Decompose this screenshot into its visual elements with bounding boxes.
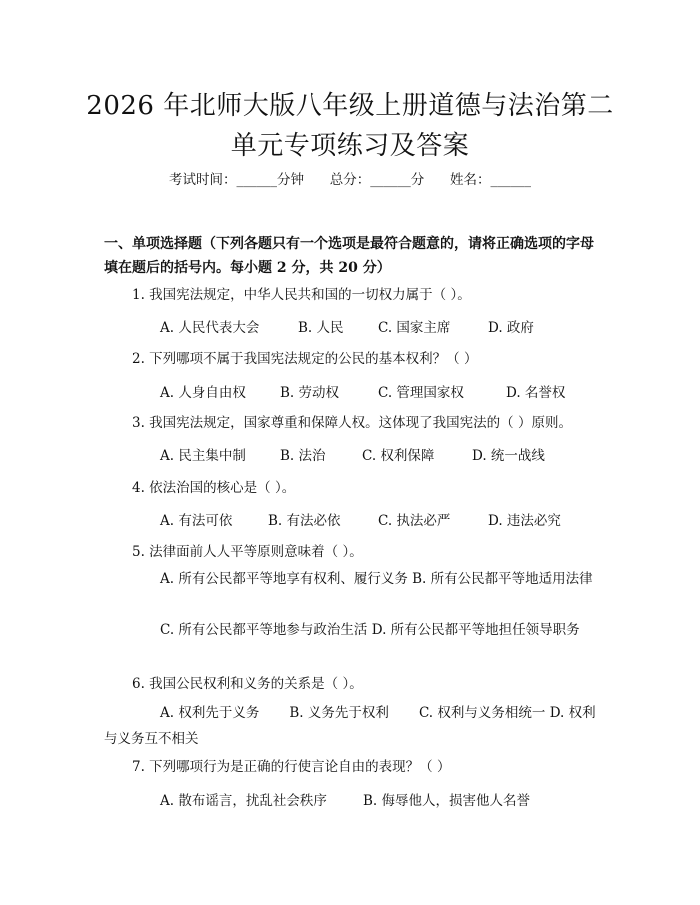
option-c: C. 权利保障 [362,448,435,464]
question-options [104,700,602,752]
score-label: 总分： [329,172,371,188]
option-d: D. 违法必究 [488,513,561,529]
question-stem: 1. 我国宪法规定，中华人民共和国的一切权力属于（ ）。 [132,287,471,303]
option-a: A. 有法可依 [160,513,233,529]
option-d: D. 所有公民都平等地担任领导职务 [371,622,580,638]
option-b: B. 有法必依 [268,513,341,529]
option-d: D. 统一战线 [472,448,545,464]
question-stem: 5. 法律面前人人平等原则意味着（ ）。 [132,544,363,560]
section-heading: 一、单项选择题（下列各题只有一个选项是最符合题意的，请将正确选项的字母填在题后的括号内。每小题 2 分，共 20 分） [104,236,594,276]
time-blank: ______ [236,172,277,188]
option-a: A. 人身自由权 [160,385,246,401]
question-options [160,381,565,401]
question-stem: 2. 下列哪项不属于我国宪法规定的公民的基本权利？（ ） [132,351,478,367]
document-title: 2026 年北师大版八年级上册道德与法治第二单元专项练习及答案 [86,91,614,161]
exam-meta [0,168,700,188]
time-label: 考试时间： [169,172,237,188]
option-c: C. 所有公民都平等地参与政治生活 [160,622,368,638]
option-a: A. 民主集中制 [160,448,246,464]
option-b: B. 所有公民都平等地适用法律 [412,571,593,587]
question-stem: 6. 我国公民权利和义务的关系是（ ）。 [132,676,363,692]
option-c: C. 管理国家权 [378,385,464,401]
question-options [160,509,561,529]
option-b: B. 劳动权 [280,385,340,401]
question-stem: 4. 依法治国的核心是（ ）。 [132,480,296,496]
option-d: D. 政府 [488,320,534,336]
question-stem: 3. 我国宪法规定，国家尊重和保障人权。这体现了我国宪法的（ ）原则。 [132,415,572,431]
option-b: B. 人民 [298,320,344,336]
option-b: B. 侮辱他人，损害他人名誉 [363,793,531,809]
option-c: C. 执法必严 [378,513,451,529]
question-options [104,617,602,643]
option-c: C. 权利与义务相统一 [418,705,546,721]
name-label: 姓名： [450,172,491,188]
option-d: D. 权利与义务互不相关 [104,705,596,747]
option-b: B. 义务先于权利 [289,705,389,721]
option-b: B. 法治 [280,448,326,464]
question-stem: 7. 下列哪项行为是正确的行使言论自由的表现？（ ） [132,759,451,775]
option-a: A. 散布谣言，扰乱社会秩序 [160,793,327,809]
option-a: A. 权利先于义务 [160,705,260,721]
score-blank: ______ [370,172,411,188]
question-options [160,316,534,336]
option-d: D. 名誉权 [506,385,566,401]
option-a: A. 人民代表大会 [160,320,260,336]
score-unit: 分 [410,172,425,188]
name-blank: ______ [490,172,531,188]
option-c: C. 国家主席 [378,320,451,336]
time-unit: 分钟 [277,172,304,188]
option-a: A. 所有公民都平等地享有权利、履行义务 [160,571,408,587]
question-options [160,444,545,464]
question-options [104,566,602,592]
question-options [160,789,530,809]
